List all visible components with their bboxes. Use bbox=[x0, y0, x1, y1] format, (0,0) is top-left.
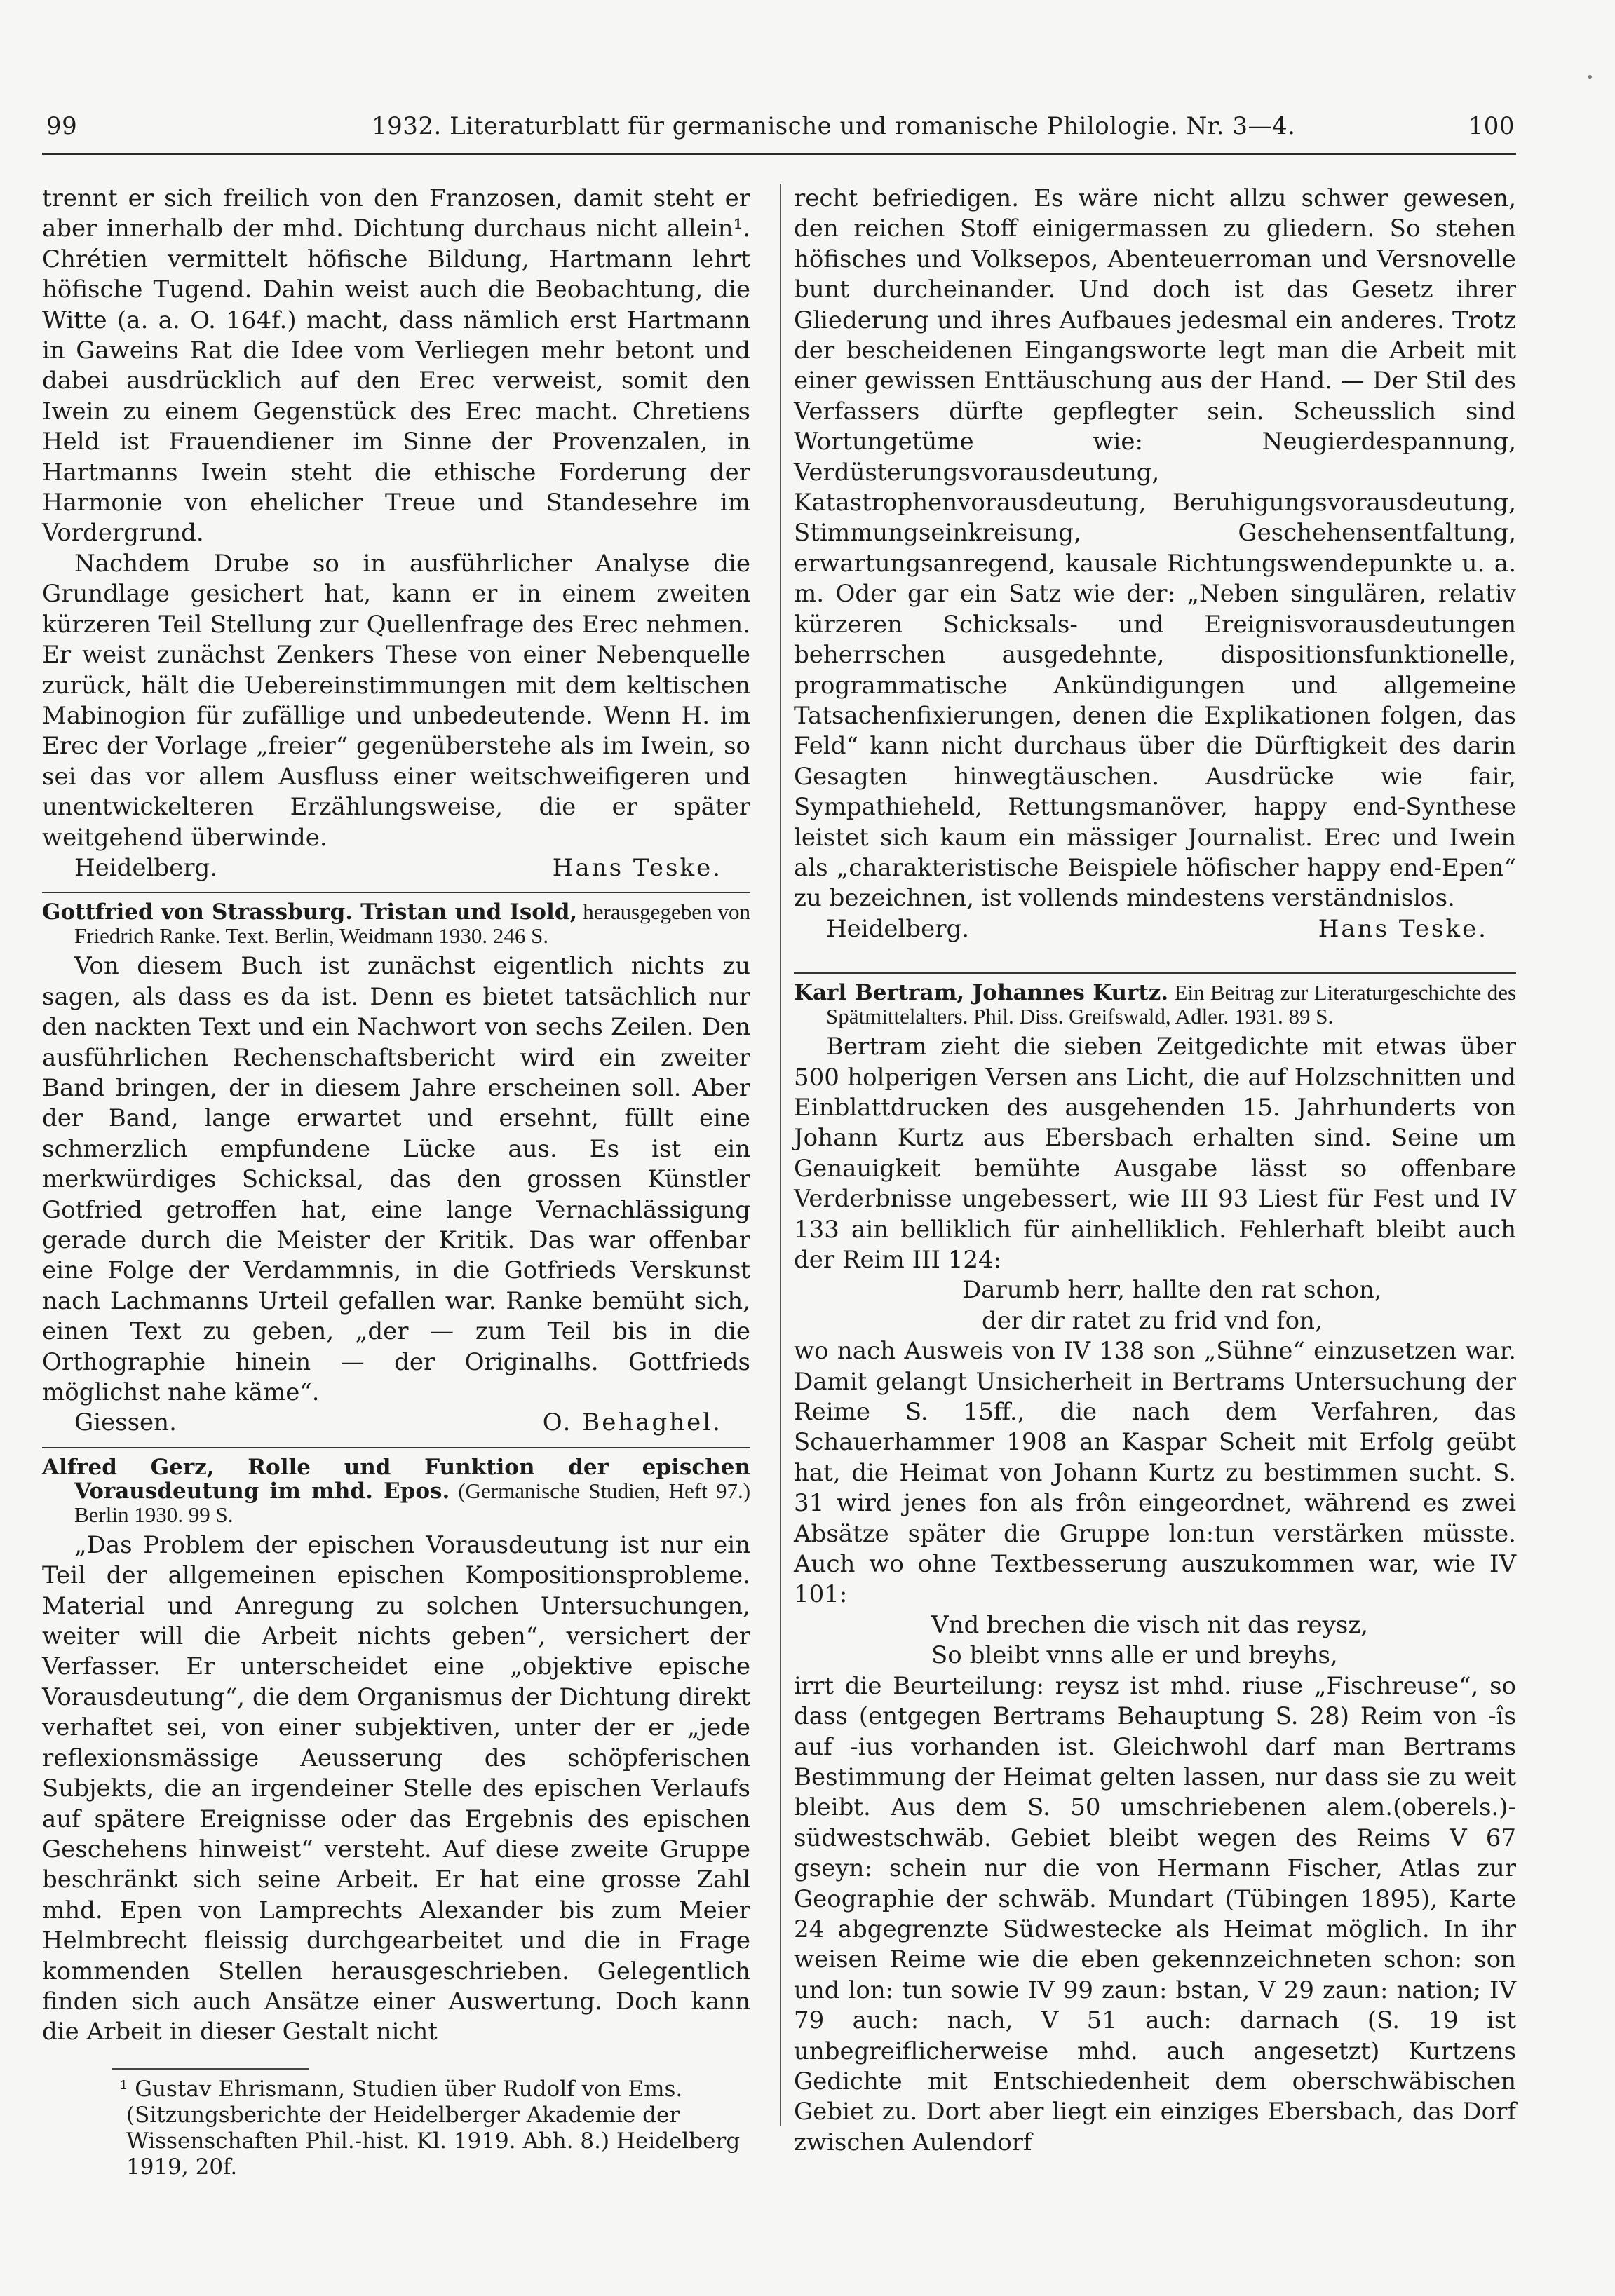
review-details: Ein Beitrag zur Literaturgeschichte des Spätmittelalters. Phil. Diss. Greifswald, Adler. 1931. 89 S. bbox=[826, 980, 1517, 1029]
review-separator bbox=[42, 1447, 750, 1448]
signature-place: Heidelberg. bbox=[826, 914, 970, 943]
header-rule bbox=[42, 153, 1516, 155]
review-heading bbox=[794, 981, 1516, 1028]
review-title: Karl Bertram, Johannes Kurtz. bbox=[794, 980, 1169, 1006]
review-heading bbox=[42, 900, 750, 947]
review-title: Alfred Gerz, Rolle und Funktion der epischen Vorausdeutung im mhd. Epos. bbox=[42, 1454, 750, 1504]
paragraph: Bertram zieht die sieben Zeitgedichte mit etwas über 500 holperigen Versen ans Licht, die auf Holzschnitten und Einblattdrucken des ausgehenden 15. Jahrhunderts von Johann Kurtz aus Ebersbach erhalten sind. Seine um Genauigkeit bemühte Ausgabe lässt so offenbare Verderbnisse ungebessert, wie III 93 Liest für Fest und IV 133 ain belliklich für ainhelliklich. Fehlerhaft bleibt auch der Reim III 124: bbox=[794, 1033, 1516, 1274]
page-number-right: 100 bbox=[1468, 112, 1515, 140]
review-separator bbox=[794, 972, 1516, 974]
verse-line: Vnd brechen die visch nit das reysz, bbox=[931, 1610, 1369, 1639]
footnote-rule bbox=[112, 2068, 309, 2070]
paragraph: „Das Problem der epischen Vorausdeutung ist nur ein Teil der allgemeinen epischen Kompositionsprobleme. Material und Anregung zu solchen Untersuchungen, weiter will die Arbeit nichts geben“, versichert der Verfasser. Er unterscheidet eine „objektive epische Vorausdeutung“, die dem Organismus der Dichtung direkt verhaftet sei, von einer subjektiven, unter der er „jede reflexionsmässige Aeusserung des schöpferischen Subjekts, die an irgendeiner Stelle des epischen Verlaufs auf spätere Ereignisse oder das Ergebnis des epischen Geschehens hinweist“ versteht. Auf diese zweite Gruppe beschränkt sich seine Arbeit. Er hat eine grosse Zahl mhd. Epen von Lamprechts Alexander bis zum Meier Helmbrecht fleissig durchgearbeitet und die in Frage kommenden Stellen herausgeschrieben. Gelegentlich finden sich auch Ansätze einer Auswertung. Doch kann die Arbeit in dieser Gestalt nicht bbox=[42, 1530, 750, 2046]
left-column bbox=[42, 184, 750, 2048]
signature bbox=[42, 853, 750, 883]
paragraph: irrt die Beurteilung: reysz ist mhd. riuse „Fischreuse“, so dass (entgegen Bertrams Behauptung S. 28) Reim von -îs auf -ius vorhanden ist. Gleichwohl darf man Bertrams Bestimmung der Heimat gelten lassen, nur dass sie zu weit bleibt. Aus dem S. 50 umschriebenen alem.(oberels.)-südwestschwäb. Gebiet bleibt wegen des Reims V 67 gseyn: schein nur die von Hermann Fischer, Atlas zur Geographie der schwäb. Mundart (Tübingen 1895), Karte 24 abgegrenzte Südwestecke als Heimat möglich. In ihr weisen Reime wie die eben gekennzeichneten schon: son und lon: tun sowie IV 99 zaun: bstan, V 29 zaun: nation; IV 79 auch: nach, V 51 auch: darnach (S. 19 ist unbegreiflicherweise mhd. auch angesetzt) Kurtzens Gedichte mit Entschiedenheit dem oberschwäbischen Gebiet zu. Dort aber liegt ein einziges Ebersbach, das Dorf zwischen Aulendorf bbox=[794, 1671, 1516, 2156]
footnote-text: ¹ Gustav Ehrismann, Studien über Rudolf von Ems. (Sitzungsberichte der Heidelberger Akademie der Wissenschaften Phil.-hist. Kl. 1919. Abh. 8.) Heidelberg 1919, 20f. bbox=[119, 2077, 741, 2180]
signature-name: Hans Teske. bbox=[552, 853, 722, 882]
paragraph: trennt er sich freilich von den Franzosen, damit steht er aber innerhalb der mhd. Dichtung durchaus nicht allein¹. Chrétien vermittelt höfische Bildung, Hartmann lehrt höfische Tugend. Dahin weist auch die Beobachtung, die Witte (a. a. O. 164f.) macht, dass nämlich erst Hartmann in Gaweins Rat die Idee vom Verliegen mehr betont und dabei ausdrücklich auf den Erec verweist, somit den Iwein zu einem Gegenstück des Erec macht. Chretiens Held ist Frauendiener im Sinne der Provenzalen, in Hartmanns Iwein steht die ethische Forderung der Harmonie von ehelicher Treue und Standesehre im Vordergrund. bbox=[42, 184, 750, 548]
review-heading bbox=[42, 1455, 750, 1526]
signature-place: Heidelberg. bbox=[74, 853, 218, 882]
paragraph: recht befriedigen. Es wäre nicht allzu schwer gewesen, den reichen Stoff einigermassen zu gliedern. So stehen höfisches und Volksepos, Abenteuerroman und Versnovelle bunt durcheinander. Und doch ist das Gesetz ihrer Gliederung und ihres Aufbaues jedesmal ein anderes. Trotz der bescheidenen Eingangsworte legt man die Arbeit mit einer gewissen Enttäuschung aus der Hand. — Der Stil des Verfassers dürfte gepflegter sein. Scheusslich sind Wortungetüme wie: Neugierdespannung, Verdüsterungsvorausdeutung, Katastrophenvorausdeutung, Beruhigungsvorausdeutung, Stimmungseinkreisung, Geschehensentfaltung, erwartungsanregend, kausale Richtungswendepunkte u. a. m. Oder gar ein Satz wie der: „Neben singulären, relativ kürzeren Schicksals- und Ereignisvorausdeutungen beherrschen ausgedehnte, dispositionsfunktionelle, programmatische Ankündigungen und allgemeine Tatsachenfixierungen, denen die Explikationen folgen, das Feld“ kann nicht durchaus über die Dürftigkeit des darin Gesagten hinwegtäuschen. Ausdrücke wie fair, Sympathieheld, Rettungsmanöver, happy end-Synthese leistet sich kaum ein mässiger Journalist. Erec und Iwein als „charakteristische Beispiele höfischer happy end-Epen“ zu bezeichnen, ist vollends mindestens verständnislos. bbox=[794, 184, 1516, 913]
footnote bbox=[42, 2068, 750, 2180]
signature bbox=[794, 914, 1516, 944]
signature-name: O. Behaghel. bbox=[542, 1408, 722, 1437]
margin-dot: • bbox=[1586, 70, 1594, 85]
right-column bbox=[794, 184, 1516, 2158]
paragraph: Nachdem Drube so in ausführlicher Analyse die Grundlage gesichert hat, kann er in einem zweiten kürzeren Teil Stellung zur Quellenfrage des Erec nehmen. Er weist zunächst Zenkers These von einer Nebenquelle zurück, hält die Uebereinstimmungen mit dem keltischen Mabinogion für zufällige und unbedeutende. Wenn H. im Erec der Vorlage „freier“ gegenüberstehe als im Iwein, so sei das vor allem Ausfluss einer weitschweifigeren und unentwickelteren Erzählungsweise, die er später weitgehend überwinde. bbox=[42, 549, 750, 852]
running-header bbox=[42, 112, 1515, 147]
paragraph: Von diesem Buch ist zunächst eigentlich nichts zu sagen, als dass es da ist. Denn es bietet tatsächlich nur den nackten Text und ein Nachwort von sechs Zeilen. Den ausführlichen Rechenschaftsbericht wird ein zweiter Band bringen, der in diesem Jahre erscheinen soll. Aber der Band, lange erwartet und ersehnt, füllt eine schmerzlich empfundene Lücke aus. Es ist ein merkwürdiges Schicksal, das den grossen Künstler Gotfried getroffen hat, eine lange Vernachlässigung gerade durch die Meister der Kritik. Das war offenbar eine Folge der Verdammnis, in die Gotfrieds Verskunst nach Lachmanns Urteil gefallen war. Ranke bemüht sich, einen Text zu geben, „der — zum Teil bis in die Orthographie hinein — der Originalhs. Gottfrieds möglichst nahe käme“. bbox=[42, 952, 750, 1407]
page-number-left: 99 bbox=[46, 112, 78, 140]
review-separator bbox=[42, 892, 750, 893]
verse-line: der dir ratet zu frid vnd fon, bbox=[982, 1306, 1323, 1335]
signature-name: Hans Teske. bbox=[1318, 914, 1488, 943]
signature bbox=[42, 1408, 750, 1438]
signature-place: Giessen. bbox=[74, 1408, 177, 1437]
review-details: (Germanische Studien, Heft 97.) Berlin 1930. 99 S. bbox=[74, 1478, 751, 1527]
journal-title: 1932. Literaturblatt für germanische und romanische Philologie. Nr. 3—4. bbox=[372, 112, 1296, 140]
verse-line: So bleibt vnns alle er und breyhs, bbox=[931, 1641, 1338, 1670]
verse-line: Darumb herr, hallte den rat schon, bbox=[962, 1276, 1382, 1305]
review-details: herausgegeben von Friedrich Ranke. Text. Berlin, Weidmann 1930. 246 S. bbox=[74, 899, 750, 949]
review-title: Gottfried von Strassburg. Tristan und Isold, bbox=[42, 899, 578, 925]
paragraph: wo nach Ausweis von IV 138 son „Sühne“ einzusetzen war. Damit gelangt Unsicherheit in Bertrams Untersuchung der Reime S. 15ff., die nach dem Verfahren, das Schauerhammer 1908 an Kaspar Scheit mit Erfolg geübt hat, die Heimat von Johann Kurtz zu bestimmen sucht. S. 31 wird jenes fon als frôn eingeordnet, während es zwei Absätze später die Gruppe lon:tun verstärken müsste. Auch wo ohne Textbesserung auszukommen war, wie IV 101: bbox=[794, 1337, 1516, 1609]
column-divider bbox=[780, 184, 781, 2126]
